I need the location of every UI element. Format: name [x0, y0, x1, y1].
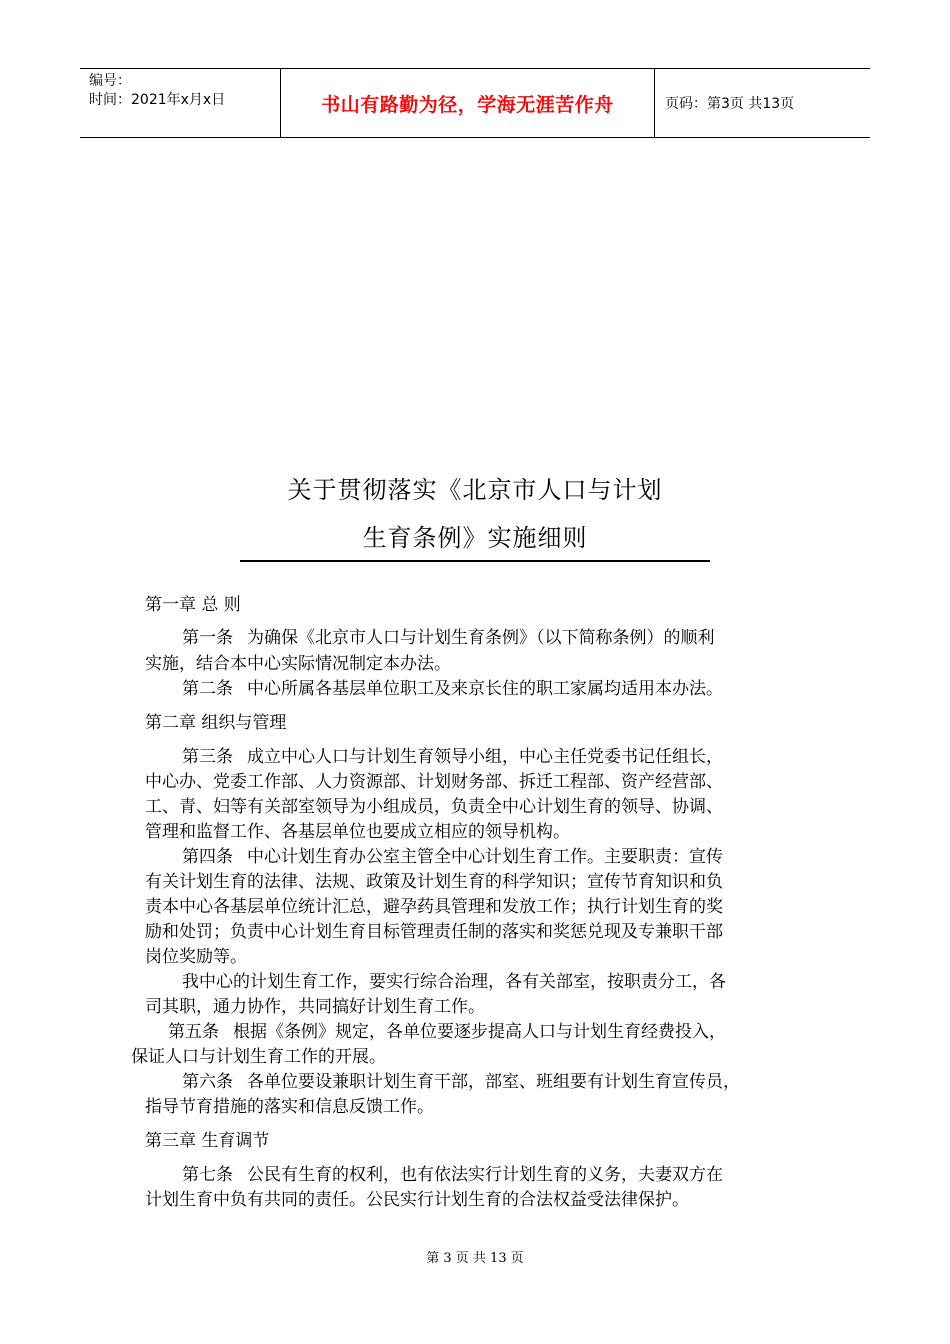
header-motto: 书山有路勤为径，学海无涯苦作舟 [281, 69, 655, 137]
article-3-line-4: 管理和监督工作、各基层单位也要成立相应的领导机构。 [145, 822, 570, 842]
article-3-label: 第三条 [182, 747, 233, 767]
chapter-3-heading: 第三章 生育调节 [145, 1131, 270, 1151]
time-label: 时间：2021年x月x日 [89, 92, 226, 108]
document-header [80, 68, 870, 138]
article-4-line-1 [182, 846, 723, 869]
article-4-label: 第四条 [182, 847, 233, 867]
document-title-line-1: 关于贯彻落实《北京市人口与计划 [287, 476, 663, 504]
article-3-line-3: 工、青、妇等有关部室领导为小组成员，负责全中心计划生育的领导、协调、 [145, 797, 723, 817]
article-5-line-2: 保证人口与计划生育工作的开展。 [131, 1047, 386, 1067]
page-footer: 第 3 页 共 13 页 [426, 1251, 524, 1266]
article-4-line-4: 励和处罚；负责中心计划生育目标管理责任制的落实和奖惩兑现及专兼职干部 [145, 922, 723, 942]
article-5-line-1 [168, 1021, 726, 1044]
article-1-label: 第一条 [182, 628, 233, 648]
title-underline [240, 560, 710, 562]
article-2-label: 第二条 [182, 679, 233, 699]
header-page-info: 页码：第3页 共13页 [665, 96, 795, 112]
article-4-line-5: 岗位奖励等。 [145, 947, 247, 967]
article-7-line-1 [182, 1164, 723, 1187]
article-5-label: 第五条 [168, 1022, 219, 1042]
chapter-2-heading: 第二章 组织与管理 [145, 713, 287, 733]
article-3-line-2: 中心办、党委工作部、人力资源部、计划财务部、拆迁工程部、资产经营部、 [145, 772, 723, 792]
article-3-line-1 [182, 746, 723, 769]
article-7-line-2: 计划生育中负有共同的责任。公民实行计划生育的合法权益受法律保护。 [145, 1190, 689, 1210]
article-3-text-1: 成立中心人口与计划生育领导小组，中心主任党委书记任组长， [247, 747, 723, 767]
article-2-text-1: 中心所属各基层单位职工及来京长住的职工家属均适用本办法。 [247, 679, 723, 699]
chapter-1-heading: 第一章 总 则 [145, 595, 241, 615]
article-6-label: 第六条 [182, 1072, 233, 1092]
article-1-line-1 [182, 627, 715, 650]
paragraph-line-1: 我中心的计划生育工作，要实行综合治理，各有关部室，按职责分工，各 [182, 972, 726, 992]
article-5-text-1: 根据《条例》规定，各单位要逐步提高人口与计划生育经费投入， [233, 1022, 726, 1042]
article-7-text-1: 公民有生育的权利，也有依法实行计划生育的义务，夫妻双方在 [247, 1165, 723, 1185]
article-4-text-1: 中心计划生育办公室主管全中心计划生育工作。主要职责：宣传 [247, 847, 723, 867]
article-2-line-1 [182, 678, 723, 701]
article-6-line-1 [182, 1071, 740, 1094]
document-title-line-2: 生育条例》实施细则 [362, 524, 588, 552]
paragraph-line-2: 司其职，通力协作，共同搞好计划生育工作。 [145, 997, 485, 1017]
article-6-text-1: 各单位要设兼职计划生育干部，部室、班组要有计划生育宣传员， [247, 1072, 740, 1092]
number-label: 编号： [89, 73, 131, 89]
article-4-line-3: 责本中心各基层单位统计汇总，避孕药具管理和发放工作；执行计划生育的奖 [145, 897, 723, 917]
article-4-line-2: 有关计划生育的法律、法规、政策及计划生育的科学知识；宣传节育知识和负 [145, 872, 723, 892]
article-1-text-1: 为确保《北京市人口与计划生育条例》（以下简称条例）的顺利 [247, 628, 715, 648]
article-6-line-2: 指导节育措施的落实和信息反馈工作。 [145, 1097, 434, 1117]
article-7-label: 第七条 [182, 1165, 233, 1185]
header-meta [80, 69, 281, 137]
article-1-line-2: 实施，结合本中心实际情况制定本办法。 [145, 654, 451, 674]
